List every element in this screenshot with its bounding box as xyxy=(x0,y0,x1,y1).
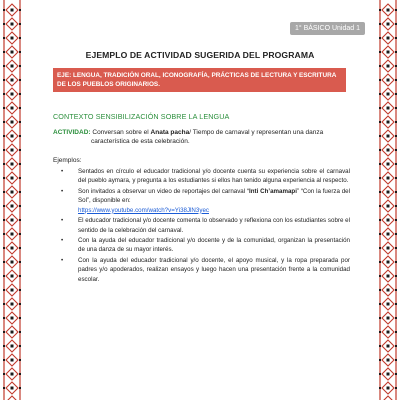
item-text: Con la ayuda del educador tradicional y/o docente y de la comunidad, organizan la presentación de una danza de su mayor interés. xyxy=(78,236,350,254)
left-decorative-border xyxy=(0,0,24,400)
list-item xyxy=(58,256,350,284)
item-text-post: ” “Con la fuerza del Sol”, disponible en: xyxy=(78,187,350,205)
ejemplos-label: Ejemplos: xyxy=(53,157,82,164)
list-item xyxy=(58,187,350,215)
actividad-label: ACTIVIDAD: xyxy=(53,129,91,136)
item-text-bold: Inti Ch’amamapi xyxy=(249,187,297,195)
eje-banner: EJE: LENGUA, TRADICIÓN ORAL, ICONOGRAFÍA, PRÁCTICAS DE LECTURA Y ESCRITURA DE LOS PUEBLOS ORIGINARIOS. xyxy=(53,68,346,92)
item-text: Sentados en círculo el educador tradicional y/o docente cuenta su experiencia sobre el carnaval del pueblo aymara, y pregunta a los estudiantes si ellos han tenido alguna experiencia al respecto. xyxy=(78,168,350,185)
contexto-heading: CONTEXTO SENSIBILIZACIÓN SOBRE LA LENGUA xyxy=(53,112,230,121)
actividad-line2: característica de esta celebración. xyxy=(91,138,190,146)
ejemplos-list xyxy=(58,167,350,285)
list-item xyxy=(58,216,350,235)
item-text: El educador tradicional y/o docente comenta lo observado y reflexiona con los estudiantes sobre el sentido de la celebración del carnaval. xyxy=(78,217,350,234)
item-text-pre: Son invitados a observar un video de reportajes del carnaval “ xyxy=(78,187,250,195)
actividad-text-before: Conversan sobre el xyxy=(90,129,151,136)
bullet: • xyxy=(61,236,64,244)
list-item xyxy=(58,167,350,186)
bullet: • xyxy=(61,256,64,264)
bullet: • xyxy=(61,187,64,195)
item-text: Con la ayuda del educador tradicional y/o docente, el apoyo musical, y la ropa preparada por padres y/o apoderados, realizan ensayos y luego hacen una presentación frente a la comunidad escolar. xyxy=(78,256,350,283)
page-title: EJEMPLO DE ACTIVIDAD SUGERIDA DEL PROGRAMA xyxy=(85,50,315,60)
actividad-block xyxy=(53,128,350,147)
actividad-bold: Anata pacha xyxy=(150,129,190,136)
bullet: • xyxy=(61,168,64,175)
bullet: • xyxy=(61,217,64,225)
right-decorative-border xyxy=(376,0,400,400)
list-item xyxy=(58,236,350,255)
actividad-text-after: / Tiempo de carnaval y representan una danza xyxy=(189,129,324,136)
video-link[interactable]: https://www.youtube.com/watch?v=Yi38JlN3yec xyxy=(78,206,209,214)
grade-unit-badge: 1° BÁSICO Unidad 1 xyxy=(290,22,365,35)
